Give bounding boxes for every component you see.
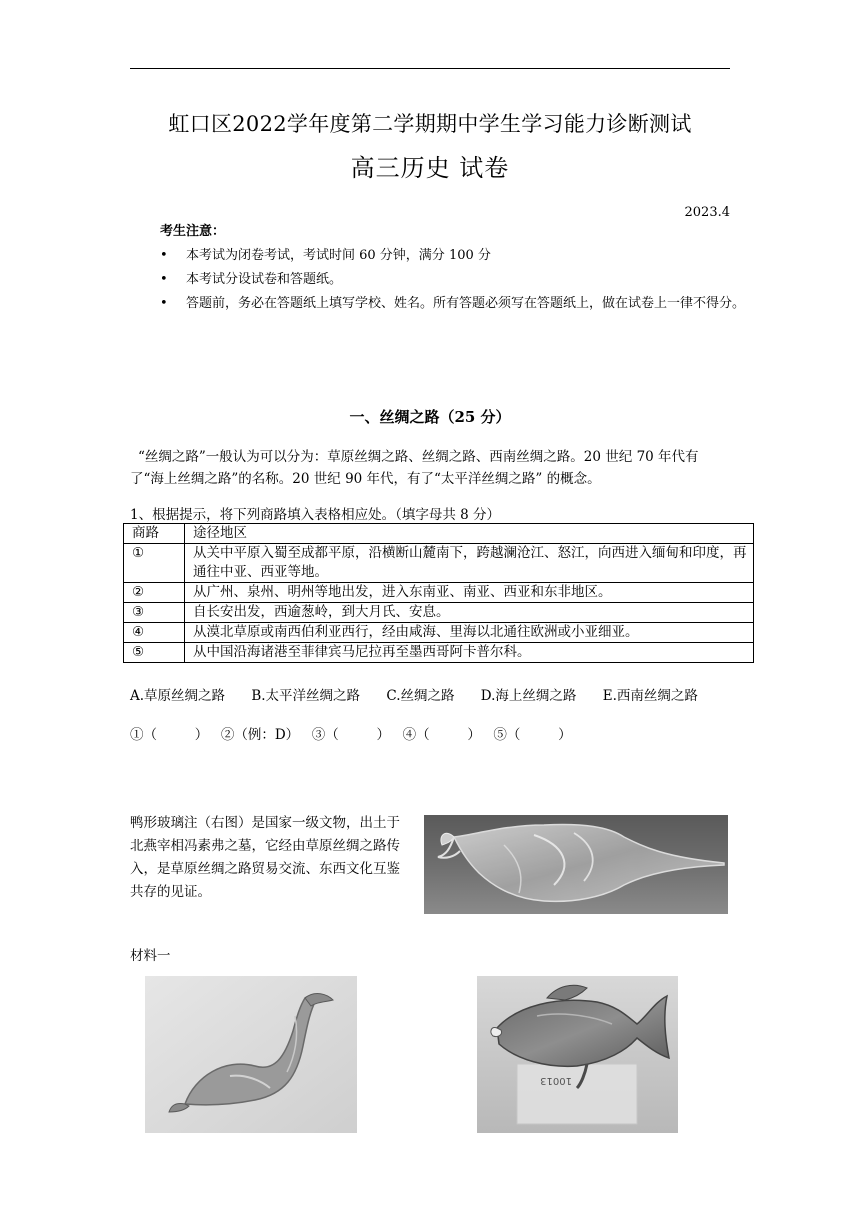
notice-list [160, 244, 745, 316]
table-header-row [124, 524, 754, 544]
route-id: ③ [124, 603, 185, 623]
route-desc: 从关中平原入蜀至成都平原，沿横断山麓南下，跨越澜沧江、怒江，向西进入缅甸和印度，再通往中亚、西亚等地。 [185, 544, 754, 583]
answer-options [130, 685, 732, 707]
route-desc: 从广州、泉州、明州等地出发，进入东南亚、南亚、西亚和东非地区。 [185, 583, 754, 603]
table-row [124, 623, 754, 643]
notice-heading: 考生注意： [160, 224, 226, 239]
section-intro: “丝绸之路”一般认为可以分为：草原丝绸之路、丝绸之路、西南丝绸之路。20 世纪 70 年代有了“海上丝绸之路”的名称。20 世纪 90 年代，有了“太平洋丝绸之路” 的概念。 [130, 449, 699, 487]
question-1: 1、根据提示，将下列商路填入表格相应处。（填字母共 8 分） [130, 507, 501, 523]
notice-item: • 本考试为闭卷考试，考试时间 60 分钟，满分 100 分 [160, 244, 745, 268]
route-id: ② [124, 583, 185, 603]
option-a: A.草原丝绸之路 [130, 688, 226, 704]
trade-route-table [123, 523, 754, 663]
table-row [124, 583, 754, 603]
notice-item: • 本考试分设试卷和答题纸。 [160, 268, 745, 292]
table-header: 商路 [124, 524, 185, 544]
route-id: ① [124, 544, 185, 583]
header-rule [130, 68, 730, 69]
answer-blanks: ①（ ） ②（例：D） ③（ ） ④（ ） ⑤（ ） [130, 727, 572, 743]
exam-subtitle: 高三历史 试卷 [350, 154, 510, 182]
option-c: C.丝绸之路 [386, 688, 455, 704]
section-heading: 一、丝绸之路（25 分） [349, 408, 511, 426]
option-d: D.海上丝绸之路 [480, 688, 577, 704]
notice-item: • 答题前，务必在答题纸上填写学校、姓名。所有答题必须写在答题纸上，做在试卷上一律不得分。 [160, 292, 745, 316]
exam-date: 2023.4 [684, 205, 730, 220]
table-row [124, 643, 754, 663]
duck-vessel-description: 鸭形玻璃注（右图）是国家一级文物，出土于北燕宰相冯素弗之墓，它经由草原丝绸之路传入，是草原丝绸之路贸易交流、东西文化互鉴共存的见证。 [130, 815, 400, 900]
route-desc: 从漠北草原或南西伯利亚西行，经由咸海、里海以北通往欧洲或小亚细亚。 [185, 623, 754, 643]
route-desc: 从中国沿海诸港至菲律宾马尼拉再至墨西哥阿卡普尔科。 [185, 643, 754, 663]
fish-photo-number: 10013 [540, 1075, 572, 1086]
route-id: ④ [124, 623, 185, 643]
option-e: E.西南丝绸之路 [602, 688, 698, 704]
material-1-label: 材料一 [130, 948, 171, 964]
table-row [124, 603, 754, 623]
bird-glass-vessel-photo [145, 976, 357, 1133]
route-desc: 自长安出发，西逾葱岭，到大月氏、安息。 [185, 603, 754, 623]
route-id: ⑤ [124, 643, 185, 663]
exam-title: 虹口区2022学年度第二学期期中学生学习能力诊断测试 [168, 112, 692, 136]
fish-glass-vessel-photo [477, 976, 678, 1133]
option-b: B.太平洋丝绸之路 [251, 688, 361, 704]
table-row [124, 544, 754, 583]
duck-glass-vessel-photo [424, 815, 728, 914]
table-header: 途径地区 [185, 524, 754, 544]
